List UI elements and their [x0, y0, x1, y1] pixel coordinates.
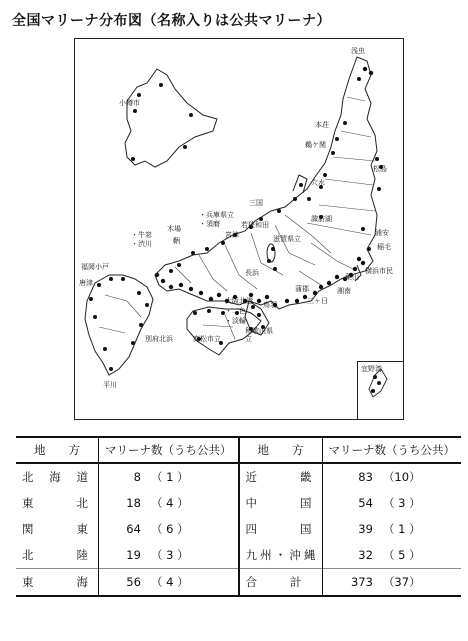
label-asamushi: 浅虫 [351, 47, 365, 55]
public-cell: （ 1 ） [382, 522, 421, 536]
header-count-left: マリーナ数（うち公共） [99, 437, 239, 463]
total-label-cell: 合計 [245, 575, 316, 589]
label-hyogo: ・兵庫県立 [199, 211, 234, 219]
marina-count-table [16, 436, 461, 597]
label-mikkabi: 三ヶ日 [307, 297, 328, 305]
public-cell: （ 4 ） [145, 569, 239, 597]
table-header-row [16, 437, 461, 463]
region-cell: 関東 [22, 522, 92, 536]
region-cell: 四国 [245, 522, 316, 536]
label-tomo: 鞆 [173, 237, 180, 245]
label-ushimado: ・牛窓 [131, 231, 152, 239]
japan-map [75, 39, 405, 421]
public-cell: （ 4 ） [145, 490, 239, 516]
marina-dots [89, 67, 383, 393]
hokkaido-outline [125, 69, 217, 167]
label-otaru: 小樽市 [119, 99, 140, 107]
region-cell: 近畿 [245, 470, 316, 484]
total-public-cell: （37） [377, 569, 461, 597]
table-row [16, 542, 461, 569]
public-cell: （ 3 ） [382, 496, 421, 510]
label-hirakawa: 平川 [103, 381, 117, 389]
label-suwako: 諏訪湖 [311, 215, 332, 223]
label-gamagori: 蒲郡 [295, 285, 309, 293]
count-cell: 32 [358, 548, 373, 562]
region-cell: 中国 [245, 496, 316, 510]
label-shonan: 湘南 [337, 287, 351, 295]
label-beppu: 別府北浜 [145, 335, 173, 343]
label-suma: ・須磨 [199, 220, 220, 228]
header-region-left: 地 方 [16, 437, 99, 463]
label-anamizu: 穴水 [311, 179, 325, 187]
region-cell: 東海 [22, 575, 92, 589]
label-wakayama: 和歌山県立 [245, 327, 273, 343]
label-mikuni: 三国 [249, 199, 263, 207]
label-uraya: 浦安 [375, 229, 389, 237]
label-hayama: 葉山 [345, 273, 359, 281]
label-takamatsu: 高松市立 [193, 335, 221, 343]
public-cell: （ 1 ） [145, 463, 239, 490]
label-shiga: 滋賀県立 [273, 235, 301, 243]
label-osaka: 大阪北港 [225, 297, 253, 305]
count-cell: 8 [133, 470, 141, 484]
public-cell: （ 3 ） [145, 542, 239, 569]
header-count-right: マリーナ数（うち公共） [322, 437, 461, 463]
label-fukuoka: 福岡小戸 [81, 263, 109, 271]
region-cell: 九州・沖縄 [245, 548, 316, 562]
map-title: 全国マリーナ分布図（名称入りは公共マリーナ） [12, 13, 331, 29]
region-cell: 北陸 [22, 548, 92, 562]
label-inage: 稲毛 [377, 243, 391, 251]
label-nagahama: 長浜 [245, 269, 259, 277]
label-toba: 鳥羽 [263, 301, 277, 309]
honshu-outline [155, 57, 377, 309]
count-cell: 18 [126, 496, 141, 510]
table-row [16, 463, 461, 490]
label-matsushima: 松島 [373, 165, 387, 173]
label-honjo: 本荘 [315, 121, 329, 129]
label-nishinomiya: ・二色 [225, 307, 246, 315]
label-awaji: ・淡輪 [225, 317, 246, 325]
label-miyazu: 宮津 [225, 231, 239, 239]
total-count-cell: 373 [322, 569, 377, 597]
public-cell: （ 5 ） [382, 548, 421, 562]
label-shibukawa: ・渋川 [131, 240, 152, 248]
region-cell: 北海道 [22, 470, 92, 484]
count-cell: 19 [126, 548, 141, 562]
table-row [16, 490, 461, 516]
public-cell: （ 6 ） [145, 516, 239, 542]
label-ginowan: 宜野湾 [361, 365, 382, 373]
count-cell: 56 [99, 569, 145, 597]
label-ogatsu: 鵜ケ関 [305, 141, 326, 149]
header-region-right: 地 方 [239, 437, 323, 463]
region-cell: 東北 [22, 496, 92, 510]
public-cell: （10） [382, 470, 421, 484]
count-cell: 39 [358, 522, 373, 536]
map-frame [74, 38, 404, 420]
table-row [16, 516, 461, 542]
label-yokohama: 横浜市民 [365, 267, 393, 275]
count-cell: 54 [358, 496, 373, 510]
label-wakasa: 若狭和田 [241, 221, 269, 229]
label-karatsu: 唐津 [79, 279, 93, 287]
count-cell: 64 [126, 522, 141, 536]
label-kibi: 木場 [167, 225, 181, 233]
table-row [16, 569, 461, 597]
count-cell: 83 [358, 470, 373, 484]
